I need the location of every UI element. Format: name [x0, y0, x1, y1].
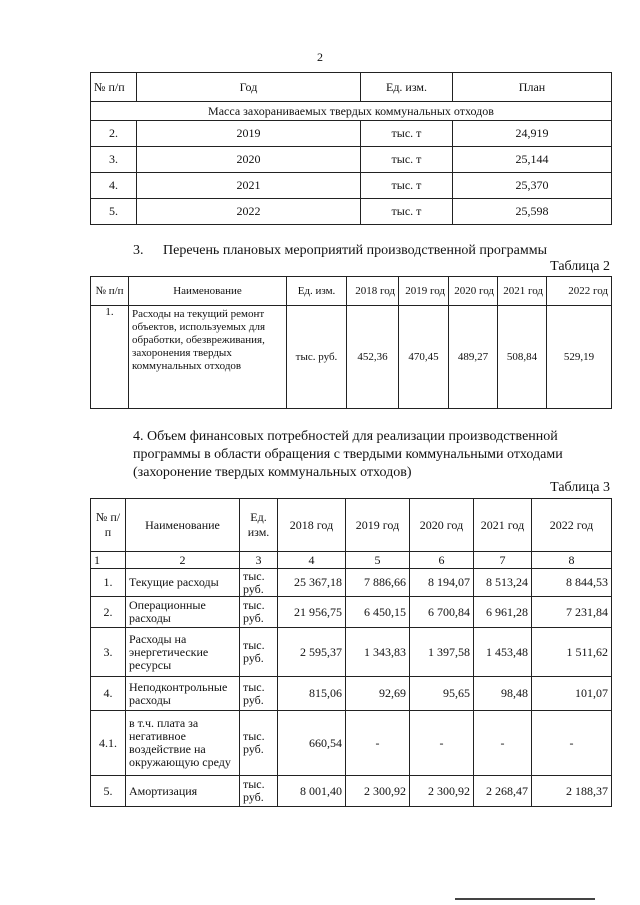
table-row	[91, 199, 612, 225]
cell-unit: тыс. т	[361, 173, 453, 199]
header-name: Наименование	[129, 277, 287, 306]
header-unit: Ед. изм.	[240, 499, 278, 552]
header-unit: Ед. изм.	[361, 73, 453, 102]
cell-value-2018: 25 367,18	[278, 569, 346, 597]
cell-value-2021: 1 453,48	[474, 628, 532, 677]
cell-plan: 24,919	[453, 121, 612, 147]
cell-num: 4.	[91, 173, 137, 199]
cell-value-2018: 8 001,40	[278, 776, 346, 807]
cell-value-2019: -	[346, 711, 410, 776]
financial-needs-table	[90, 498, 612, 807]
cell-unit: тыс. т	[361, 199, 453, 225]
cell-num: 4.1.	[91, 711, 126, 776]
cell-plan: 25,144	[453, 147, 612, 173]
cell-value-2022: 101,07	[532, 677, 612, 711]
table-row	[91, 677, 612, 711]
cell-unit: тыс. руб.	[240, 628, 278, 677]
cell-unit: тыс. руб.	[240, 597, 278, 628]
cell-value-2021: -	[474, 711, 532, 776]
header-year-2021: 2021 год	[498, 277, 547, 306]
cell-num: 4.	[91, 677, 126, 711]
header-year-2022: 2022 год	[532, 499, 612, 552]
cell-plan: 25,598	[453, 199, 612, 225]
cell-value-2019: 6 450,15	[346, 597, 410, 628]
header-plan: План	[453, 73, 612, 102]
section3-title: Перечень плановых мероприятий производственной программы	[163, 243, 547, 258]
cell-unit: тыс. т	[361, 121, 453, 147]
header-year-2021: 2021 год	[474, 499, 532, 552]
column-number: 6	[410, 552, 474, 569]
column-number: 4	[278, 552, 346, 569]
cell-year: 2019	[137, 121, 361, 147]
table-row	[91, 776, 612, 807]
table-header-row	[91, 277, 612, 306]
cell-value-2019: 92,69	[346, 677, 410, 711]
cell-value-2021: 508,84	[498, 306, 547, 409]
cell-value-2019: 470,45	[399, 306, 449, 409]
column-number: 3	[240, 552, 278, 569]
header-year-2018: 2018 год	[347, 277, 399, 306]
column-number: 7	[474, 552, 532, 569]
column-number: 1	[91, 552, 126, 569]
cell-unit: тыс. руб.	[240, 776, 278, 807]
cell-value-2018: 660,54	[278, 711, 346, 776]
page-number: 2	[317, 50, 323, 64]
section4-title: 4. Объем финансовых потребностей для реализации производственной программы в области обращения с твердыми коммунальными отходами (захоронение твердых коммунальных отходов)	[133, 429, 563, 480]
table-row	[91, 173, 612, 199]
table-row	[91, 597, 612, 628]
cell-value-2022: 529,19	[547, 306, 612, 409]
cell-value-2018: 2 595,37	[278, 628, 346, 677]
cell-unit: тыс. руб.	[240, 677, 278, 711]
cell-value-2019: 7 886,66	[346, 569, 410, 597]
cell-name: Амортизация	[126, 776, 240, 807]
cell-name: Расходы на текущий ремонт объектов, используемых для обработки, обезвреживания, захоронения твердых коммунальных отходов	[129, 306, 287, 409]
table-row	[91, 628, 612, 677]
table-subheader-row	[91, 102, 612, 121]
subheader-mass: Масса захораниваемых твердых коммунальных отходов	[91, 102, 612, 121]
header-year-2019: 2019 год	[399, 277, 449, 306]
column-number: 5	[346, 552, 410, 569]
cell-value-2018: 452,36	[347, 306, 399, 409]
cell-num: 2.	[91, 121, 137, 147]
table-row	[91, 121, 612, 147]
table-row	[91, 147, 612, 173]
cell-year: 2022	[137, 199, 361, 225]
cell-value-2020: 95,65	[410, 677, 474, 711]
header-num: № п/п	[91, 73, 137, 102]
column-numbers-row	[91, 552, 612, 569]
cell-value-2022: 8 844,53	[532, 569, 612, 597]
table-row	[91, 711, 612, 776]
header-year-2020: 2020 год	[410, 499, 474, 552]
cell-value-2021: 98,48	[474, 677, 532, 711]
cell-value-2021: 6 961,28	[474, 597, 532, 628]
header-num: № п/п	[91, 277, 129, 306]
cell-year: 2020	[137, 147, 361, 173]
cell-value-2018: 815,06	[278, 677, 346, 711]
cell-value-2019: 2 300,92	[346, 776, 410, 807]
cell-value-2019: 1 343,83	[346, 628, 410, 677]
cell-value-2021: 8 513,24	[474, 569, 532, 597]
cell-value-2020: 8 194,07	[410, 569, 474, 597]
cell-num: 2.	[91, 597, 126, 628]
cell-name: Неподконтрольные расходы	[126, 677, 240, 711]
header-unit: Ед. изм.	[287, 277, 347, 306]
column-number: 2	[126, 552, 240, 569]
cell-value-2021: 2 268,47	[474, 776, 532, 807]
header-num: № п/п	[91, 499, 126, 552]
cell-num: 3.	[91, 147, 137, 173]
table3-caption: Таблица 3	[550, 480, 610, 495]
cell-value-2020: -	[410, 711, 474, 776]
header-year: Год	[137, 73, 361, 102]
table2-caption: Таблица 2	[550, 259, 610, 274]
cell-value-2020: 6 700,84	[410, 597, 474, 628]
cell-value-2022: 2 188,37	[532, 776, 612, 807]
header-year-2020: 2020 год	[449, 277, 498, 306]
cell-num: 5.	[91, 199, 137, 225]
cell-name: Текущие расходы	[126, 569, 240, 597]
cell-name: Операционные расходы	[126, 597, 240, 628]
cell-unit: тыс. руб.	[287, 306, 347, 409]
header-name: Наименование	[126, 499, 240, 552]
table-header-row	[91, 499, 612, 552]
table-row	[91, 306, 612, 409]
cell-num: 5.	[91, 776, 126, 807]
cell-plan: 25,370	[453, 173, 612, 199]
cell-unit: тыс. руб.	[240, 711, 278, 776]
table-row	[91, 569, 612, 597]
cell-value-2022: -	[532, 711, 612, 776]
column-number: 8	[532, 552, 612, 569]
cell-year: 2021	[137, 173, 361, 199]
cell-num: 1.	[91, 569, 126, 597]
footer-line	[455, 898, 595, 900]
header-year-2019: 2019 год	[346, 499, 410, 552]
cell-unit: тыс. т	[361, 147, 453, 173]
cell-value-2022: 1 511,62	[532, 628, 612, 677]
mass-plan-table	[90, 72, 612, 225]
cell-value-2020: 1 397,58	[410, 628, 474, 677]
cell-name: Расходы на энергетические ресурсы	[126, 628, 240, 677]
cell-name: в т.ч. плата за негативное воздействие на окружающую среду	[126, 711, 240, 776]
cell-value-2022: 7 231,84	[532, 597, 612, 628]
cell-num: 1.	[91, 306, 129, 409]
cell-num: 3.	[91, 628, 126, 677]
cell-unit: тыс. руб.	[240, 569, 278, 597]
header-year-2022: 2022 год	[547, 277, 612, 306]
planned-measures-table	[90, 276, 612, 409]
cell-value-2018: 21 956,75	[278, 597, 346, 628]
header-year-2018: 2018 год	[278, 499, 346, 552]
table-header-row	[91, 73, 612, 102]
cell-value-2020: 489,27	[449, 306, 498, 409]
cell-value-2020: 2 300,92	[410, 776, 474, 807]
section3-number: 3.	[133, 243, 144, 258]
